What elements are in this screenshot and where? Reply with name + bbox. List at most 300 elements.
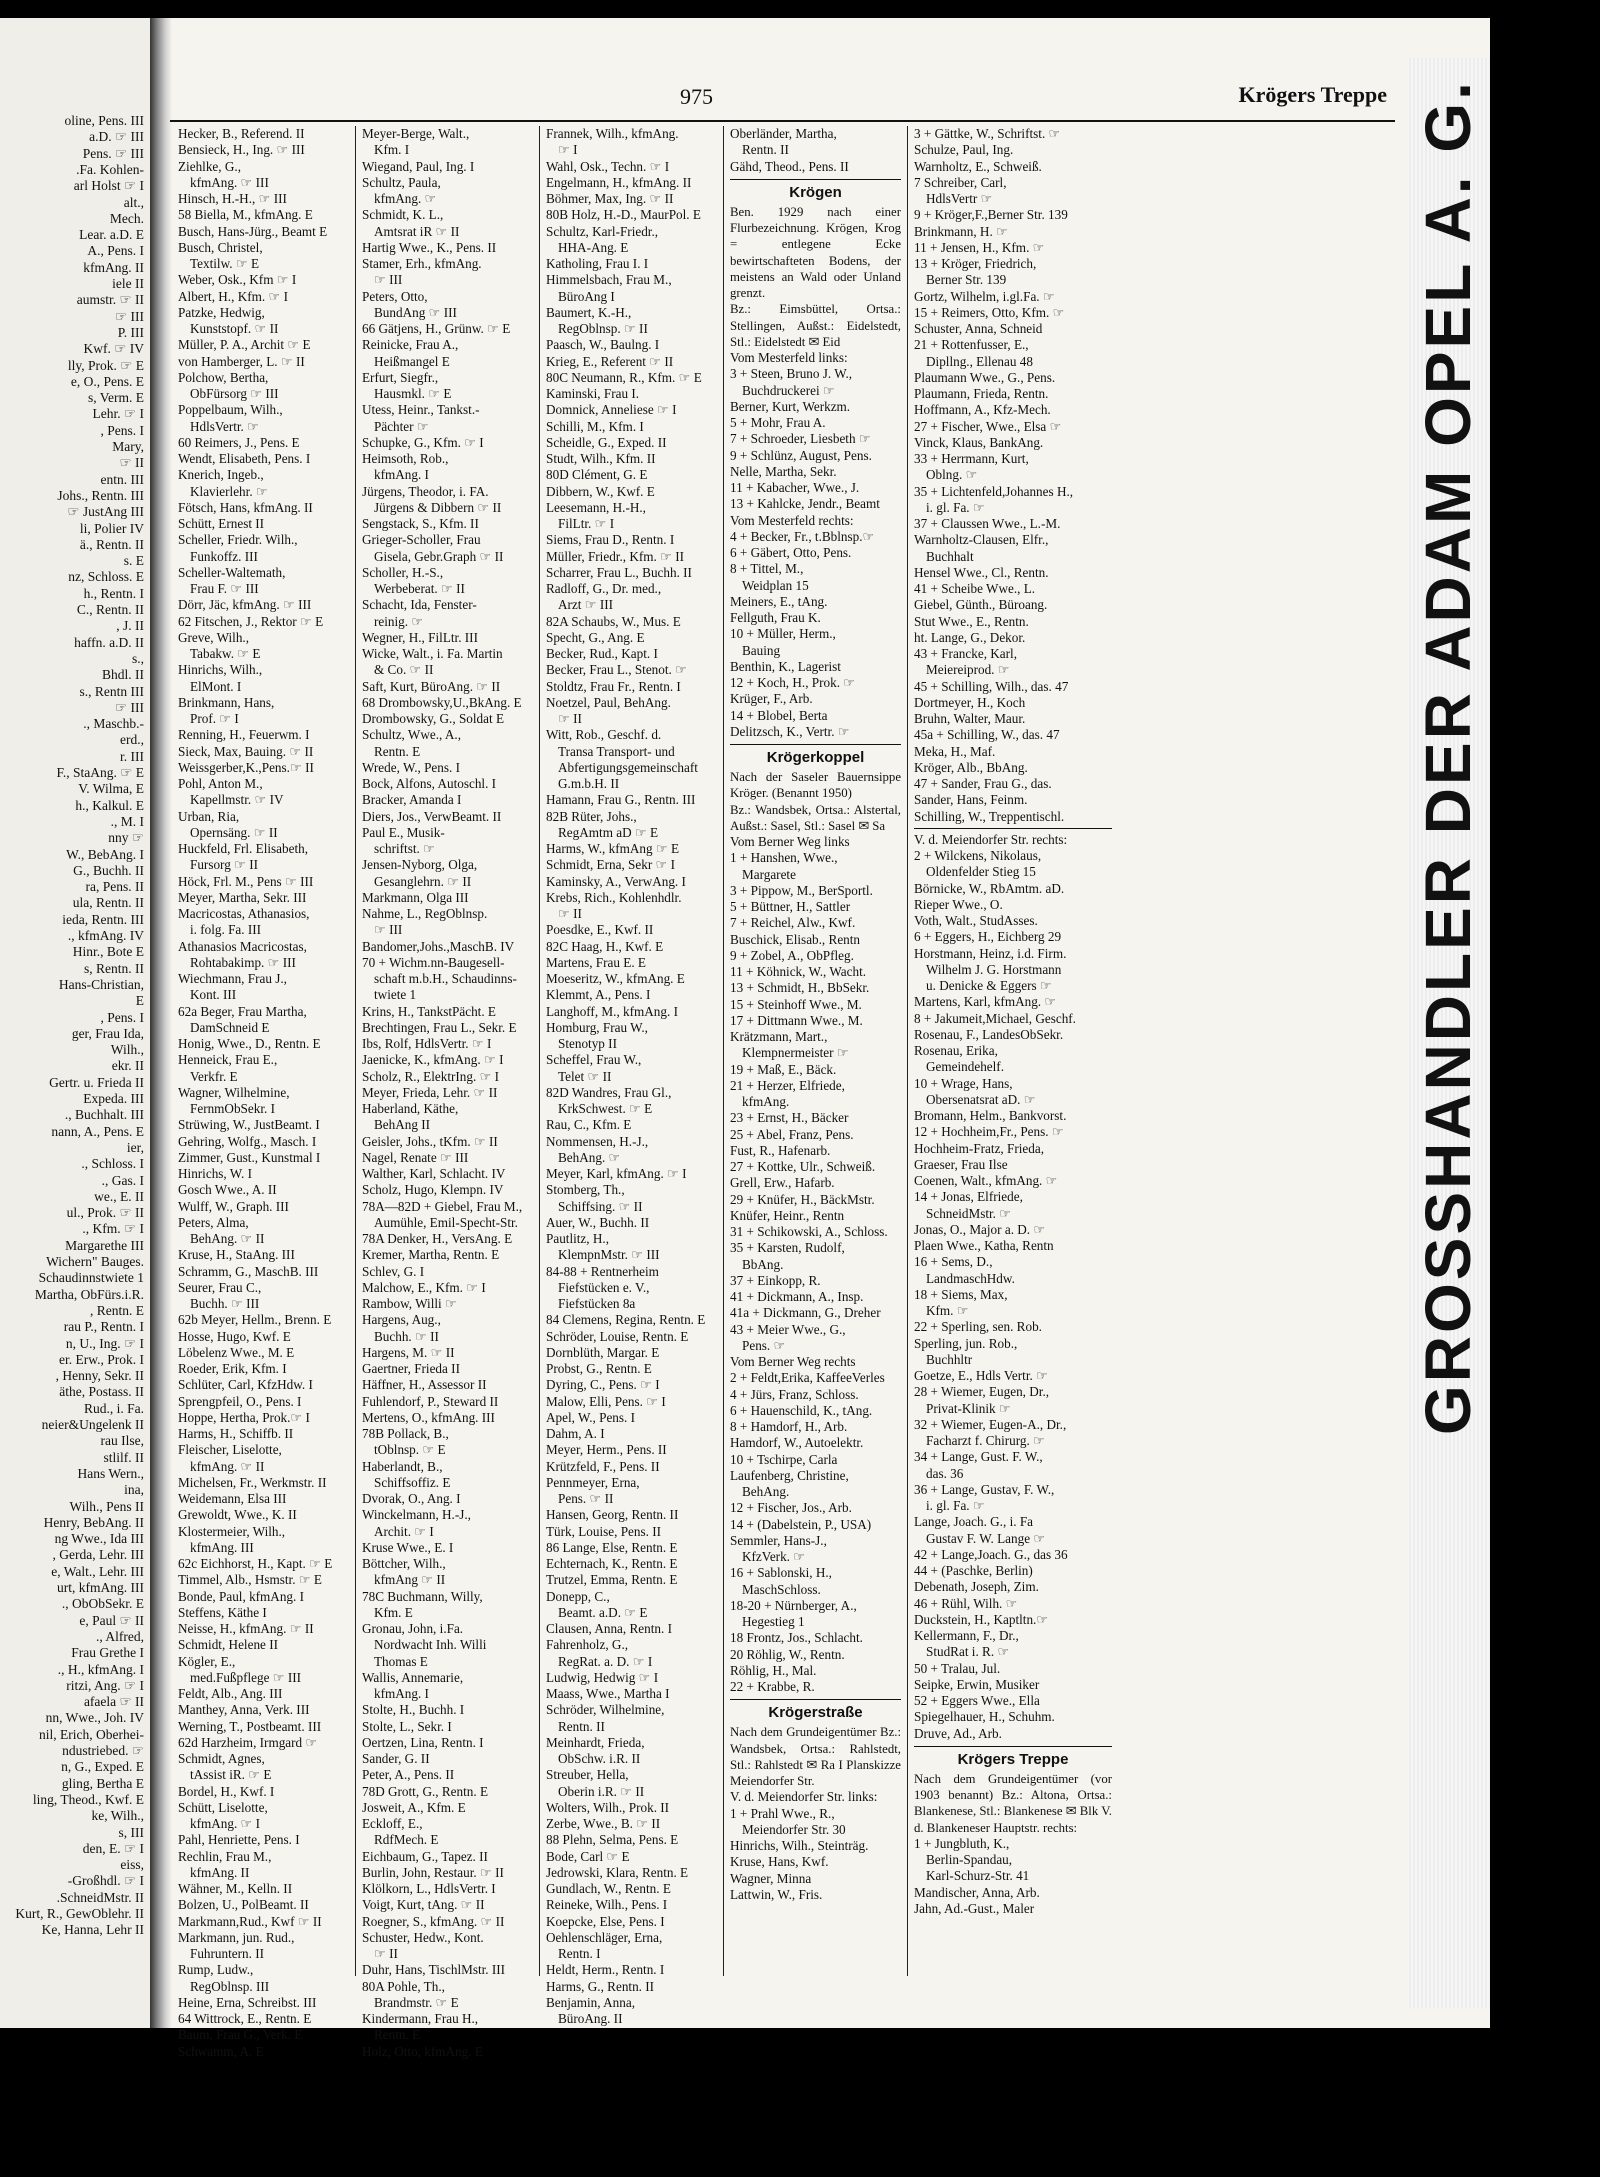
resident-entry: Duhr, Hans, TischlMstr. III [362,1962,506,1978]
facing-page-line: alt., [123,194,144,210]
resident-entry: Schmidt, Agnes, [178,1751,265,1766]
resident-entry: SchneidMstr. ☞ [926,1205,1012,1221]
facing-page-line: n, G., Exped. E [61,1759,144,1775]
resident-entry: Geisler, Johs., tKfm. ☞ II [362,1133,498,1149]
resident-entry: 11 + Jensen, H., Kfm. ☞ [914,239,1045,255]
resident-entry: Schilling, W., Treppentischl. [914,808,1065,824]
resident-entry: Vom Mesterfeld rechts: [730,512,854,528]
page-number: 975 [680,84,713,109]
resident-entry: 80B Holz, H.-D., MaurPol. E [546,207,701,223]
resident-entry: Rentn. E [374,2027,421,2043]
resident-entry: 13 + Kröger, Friedrich, [914,256,1037,271]
resident-entry: Nordwacht Inh. Willi [374,1637,487,1653]
resident-entry: Diers, Jos., VerwBeamt. II [362,808,502,824]
facing-page-line: ra, Pens. II [85,879,144,895]
facing-page-line: ling, Theod., Kwf. E [32,1791,144,1807]
facing-page-line: Kwf. ☞ IV [83,341,144,357]
resident-entry: Pens. ☞ II [558,1491,614,1506]
resident-entry: Stolte, L., Sekr. I [362,1718,452,1734]
resident-entry: 5 + Mohr, Frau A. [730,415,826,430]
resident-entry: Kruse, H., StaAng. III [178,1247,295,1263]
facing-page-line: rau Ilse, [100,1433,144,1449]
resident-entry: Börnicke, W., RbAmtm. aD. [914,880,1065,896]
resident-entry: Brandmstr. ☞ E [374,1994,459,2010]
resident-entry: 14 + Jonas, Elfriede, [914,1189,1023,1205]
resident-entry: BüroAng. II [558,2011,623,2026]
resident-entry: 82B Rüter, Johs., [546,808,637,824]
resident-entry: Vom Berner Weg links [730,834,850,849]
facing-page-line: G., Buchh. II [73,862,144,878]
resident-entry: Martens, Karl, kfmAng. ☞ [914,994,1057,1010]
resident-entry: Schröder, Louise, Rentn. E [546,1328,689,1344]
resident-entry: Ibs, Rolf, HdlsVertr. ☞ I [362,1036,492,1051]
resident-entry: HdlsVertr ☞ [926,191,993,206]
resident-entry: 19 + Maß, E., Bäck. [730,1061,837,1077]
facing-page-line: ger, Frau Ida, [71,1025,144,1041]
facing-page-line: Gertr. u. Frieda II [49,1074,144,1090]
resident-entry: Winckelmann, H.-J., [362,1507,471,1523]
resident-entry: Fellguth, Frau K. [730,610,821,625]
resident-entry: 88 Plehn, Selma, Pens. E [546,1832,679,1848]
resident-entry: Dibbern, W., Kwf. E [546,483,655,499]
street-description: Bz.: Eimsbüttel, Ortsa.: Stellingen, Außst.: Eidelstedt, Stl.: Eidelstedt ✉ Eid [730,302,901,349]
directory-column-5 [908,126,1118,1976]
resident-entry: BehAng. ☞ II [190,1231,265,1246]
resident-entry: Hamdorf, W., Autoelektr. [730,1435,864,1451]
facing-page-line: ., H., kfmAng. I [57,1661,144,1677]
resident-entry: Gortz, Wilhelm, i.gl.Fa. ☞ [914,288,1055,304]
resident-entry: kfmAng. ☞ [374,191,437,206]
resident-entry: 32 + Wiemer, Eugen-A., Dr., [914,1416,1067,1432]
resident-entry: Feldt, Alb., Ang. III [178,1686,283,1701]
resident-entry: i. folg. Fa. III [190,922,262,938]
resident-entry: Fuhlendorf, P., Steward II [362,1393,499,1409]
resident-entry: Kaminsky, A., VerwAng. I [546,873,686,889]
resident-entry: Schilli, M., Kfm. I [546,418,644,434]
resident-entry: Poesdke, E., Kwf. II [546,922,654,938]
resident-entry: Goetze, E., Hdls Vertr. ☞ [914,1368,1048,1383]
resident-entry: Gaertner, Frieda II [362,1361,460,1376]
resident-entry: Fust, R., Hafenarb. [730,1142,831,1158]
resident-entry: Benthin, K., Lagerist [730,658,841,674]
resident-entry: tOblnsp. ☞ E [374,1442,446,1458]
facing-page-line: s. E [123,553,144,569]
resident-entry: Honig, Wwe., D., Rentn. E [178,1036,321,1051]
resident-entry: Dipllng., Ellenau 48 [926,353,1033,369]
resident-entry: Sander, G. II [362,1751,430,1766]
resident-entry: Berner, Kurt, Werkzm. [730,398,851,414]
resident-entry: Nommensen, H.-J., [546,1133,649,1149]
resident-entry: Moeseritz, W., kfmAng. E [546,971,685,986]
resident-entry: schaft m.b.H., Schaudinns- [374,971,517,986]
resident-entry: Scheidle, G., Exped. II [546,434,667,450]
resident-entry: Jonas, O., Major a. D. ☞ [914,1221,1046,1237]
resident-entry: Bracker, Amanda I [362,792,462,808]
resident-entry: Plaumann, Frieda, Rentn. [914,386,1049,401]
facing-page-line: ä., Rentn. II [79,536,144,552]
resident-entry: 80D Clément, G. E [546,467,648,483]
facing-page-line: gling, Bertha E [61,1775,144,1791]
facing-page-line: .Fa. Kohlen- [76,161,144,177]
facing-page-line: Frau Grethe I [71,1645,144,1661]
resident-entry: 86 Lange, Else, Rentn. E [546,1539,678,1555]
resident-entry: RegOblnsp. ☞ II [558,321,648,336]
resident-entry: Böhmer, Max, Ing. ☞ II [546,191,674,206]
resident-entry: Ziehlke, G., [178,158,241,174]
resident-entry: 9 + Schlünz, August, Pens. [730,447,872,463]
resident-entry: Margarete [742,866,796,882]
resident-entry: 6 + Gäbert, Otto, Pens. [730,545,852,560]
facing-page-line: ☞ JustAng III [67,504,144,520]
resident-entry: Martens, Frau E. E [546,954,646,970]
resident-entry: 78A Denker, H., VersAng. E [362,1231,513,1246]
resident-entry: Markmann, jun. Rud., [178,1929,295,1945]
resident-entry: 7 + Reichel, Alw., Kwf. [730,915,856,931]
resident-entry: Wendt, Elisabeth, Pens. I [178,451,311,466]
facing-page-line: r. III [120,748,144,764]
resident-entry: Specht, G., Ang. E [546,629,645,645]
resident-entry: Oberin i.R. ☞ II [558,1783,645,1799]
resident-entry: LandmaschHdw. [926,1270,1015,1286]
facing-page-line: h., Kalkul. E [75,797,144,813]
resident-entry: 18 + Siems, Max, [914,1286,1008,1302]
resident-entry: 21 + Rottenfusser, E., [914,337,1029,353]
facing-page-line: er. Erw., Prok. I [59,1351,144,1367]
resident-entry: von Hamberger, L. ☞ II [178,353,305,369]
resident-entry: RdfMech. E [374,1832,439,1848]
street-heading: Krögers Treppe [914,1746,1112,1768]
resident-entry: schriftst. ☞ [374,841,435,856]
resident-entry: 6 + Hauenschild, K., tAng. [730,1402,873,1418]
facing-page-line: s, Rentn. II [84,960,144,976]
resident-entry: 41 + Dickmann, A., Insp. [730,1289,864,1304]
facing-page-line: ☞ III [115,308,144,324]
resident-entry: Thomas E [374,1653,428,1669]
resident-entry: Jaenicke, K., kfmAng. ☞ I [362,1052,504,1068]
resident-entry: Rambow, Willi ☞ [362,1296,457,1311]
facing-page-line: ., Maschb.- [83,716,144,732]
resident-entry: Pahl, Henriette, Pens. I [178,1832,300,1848]
resident-entry: Harms, W., kfmAng ☞ E [546,841,680,856]
resident-entry: 22 + Krabbe, R. [730,1679,815,1694]
resident-entry: Renning, H., Feuerwm. I [178,727,310,743]
resident-entry: 62d Harzheim, Irmgard ☞ [178,1734,318,1750]
resident-entry: Eckloff, E., [362,1816,423,1831]
resident-entry: Pautlitz, H., [546,1231,610,1246]
resident-entry: Hausmkl. ☞ E [374,386,452,401]
facing-page-line: ., kfmAng. IV [67,928,144,943]
resident-entry: Fuhruntern. II [190,1946,264,1961]
resident-entry: & Co. ☞ II [374,662,434,678]
resident-entry: 34 + Lange, Gust. F. W., [914,1449,1043,1465]
resident-entry: Rump, Ludw., [178,1962,254,1978]
resident-entry: Hecker, B., Referend. II [178,126,305,141]
facing-page-line: we., E. II [94,1188,144,1204]
resident-entry: Stut Wwe., E., Rentn. [914,613,1029,629]
resident-entry: 47 + Sander, Frau G., das. [914,776,1052,791]
resident-entry: Kunststopf. ☞ II [190,321,279,336]
facing-page-line: ke, Wilh., [91,1808,144,1824]
resident-entry: Heldt, Herm., Rentn. I [546,1962,665,1978]
resident-entry: Fursorg ☞ II [190,857,258,873]
facing-page-line: , Pens. I [100,1009,144,1025]
directory-page [0,18,1490,2059]
resident-entry: G.m.b.H. II [558,776,620,791]
facing-page-line: Pens. ☞ III [82,145,144,161]
resident-entry: 43 + Francke, Karl, [914,646,1018,661]
resident-entry: Hargens, Aug., [362,1312,441,1328]
resident-entry: Wulff, W., Graph. III [178,1198,289,1214]
facing-page-line: ☞ III [115,699,144,715]
resident-entry: Klempnermeister ☞ [742,1045,849,1061]
resident-entry: BehAng. [742,1484,790,1499]
resident-entry: Hosse, Hugo, Kwf. E [178,1328,291,1344]
resident-entry: Benjamin, Anna, [546,1994,636,2010]
resident-entry: Walther, Karl, Schlacht. IV [362,1166,506,1181]
resident-entry: Spiegelhauer, H., Schuhm. [914,1709,1055,1725]
resident-entry: Wahl, Osk., Techn. ☞ I [546,158,670,174]
resident-entry: Henneick, Frau E., [178,1052,278,1068]
resident-entry: Sperling, jun. Rob., [914,1335,1018,1351]
resident-entry: Lange, Joach. G., i. Fa [914,1514,1034,1530]
resident-entry: Giebel, Günth., Büroang. [914,597,1048,613]
resident-entry: Neisse, H., kfmAng. ☞ II [178,1621,314,1636]
resident-entry: Weidplan 15 [742,577,809,593]
resident-entry: Rosenau, Erika, [914,1043,998,1058]
resident-entry: Kindermann, Frau H., [362,2011,479,2026]
facing-page-line: nann, A., Pens. E [51,1123,144,1139]
book-gutter [150,18,172,2028]
facing-page-line: Henry, BebAng. II [43,1514,144,1530]
resident-entry: Gisela, Gebr.Graph ☞ II [374,548,504,564]
facing-page-line: ekr. II [111,1058,144,1074]
resident-entry: Sieck, Max, Bauing. ☞ II [178,743,314,759]
resident-entry: Holz, Otto, kfmAng. E [362,2043,483,2059]
facing-page-line: Mary, [112,439,144,454]
resident-entry: Schmidt, Erna, Sekr ☞ I [546,857,676,873]
resident-entry: Laufenberg, Christine, [730,1467,849,1483]
resident-entry: Maass, Wwe., Martha I [546,1686,670,1701]
facing-page-line: aumstr. ☞ II [76,292,144,308]
resident-entry: 78C Buchmann, Willy, [362,1588,483,1604]
facing-page-line: s, III [118,1824,144,1840]
resident-entry: MaschSchloss. [742,1581,821,1597]
facing-page-line: Margarethe III [65,1237,144,1253]
resident-entry: 70 + Wichm.nn-Baugesell- [362,954,505,970]
resident-entry: kfmAng. I [374,467,429,483]
resident-entry: Lattwin, W., Fris. [730,1886,823,1902]
resident-entry: Meiendorfer Str. 30 [742,1821,846,1837]
resident-entry: 37 + Claussen Wwe., L.-M. [914,516,1061,531]
resident-entry: Zerbe, Wwe., B. ☞ II [546,1816,661,1831]
resident-entry: 4 + Jürs, Franz, Schloss. [730,1386,859,1402]
edge-advertisement-text: GROSSHANDLER DER ADAM OPEL A. G. [1412,79,1484,1435]
resident-entry: kfmAng. [742,1094,790,1109]
facing-page-line: W., BebAng. I [66,846,144,862]
facing-page-line: P. III [117,324,144,340]
resident-entry: Donepp, C., [546,1588,610,1604]
resident-entry: RegAmtm aD ☞ E [558,824,659,840]
resident-entry: Voth, Walt., StudAsses. [914,913,1038,928]
resident-entry: Fiefstücken e. V., [558,1279,650,1295]
facing-page-line: s, Verm. E [88,390,144,406]
resident-entry: Schulze, Paul, Ing. [914,142,1014,158]
resident-entry: Böttcher, Wilh., [362,1556,446,1571]
resident-entry: Pächter ☞ [374,418,429,434]
resident-entry: Arzt ☞ III [558,597,614,613]
resident-entry: Gehring, Wolfg., Masch. I [178,1133,317,1149]
resident-entry: 1 + Hanshen, Wwe., [730,850,838,866]
resident-entry: Gosch Wwe., A. II [178,1182,277,1198]
facing-page-line: ritzi, Ang. ☞ I [66,1677,144,1693]
facing-page-line: Hinr., Bote E [72,944,144,960]
resident-entry: Meka, H., Maf. [914,743,996,759]
resident-entry: 78A—82D + Giebel, Frau M., [362,1198,523,1214]
resident-entry: kfmAng. I [374,1686,429,1701]
resident-entry: Häffner, H., Assessor II [362,1377,487,1393]
resident-entry: Wallis, Annemarie, [362,1669,464,1685]
resident-entry: Nelle, Martha, Sekr. [730,463,837,479]
resident-entry: 45 + Schilling, Wilh., das. 47 [914,678,1069,694]
resident-entry: 14 + Blobel, Berta [730,707,828,723]
resident-entry: Studt, Wilh., Kfm. II [546,451,656,466]
resident-entry: StudRat i. R. ☞ [926,1644,1010,1660]
resident-entry: Meyer, Frieda, Lehr. ☞ II [362,1084,498,1100]
resident-entry: Kellermann, F., Dr., [914,1628,1019,1643]
resident-entry: Dörr, Jäc, kfmAng. ☞ III [178,597,312,613]
resident-entry: 82D Wandres, Frau Gl., [546,1084,672,1100]
resident-entry: Paul E., Musik- [362,824,445,840]
facing-page-line: ☞ II [119,455,144,471]
resident-entry: Krins, H., TankstPächt. E [362,1003,496,1019]
resident-entry: 82C Haag, H., Kwf. E [546,938,664,954]
resident-entry: Textilw. ☞ E [190,256,260,271]
resident-entry: kfmAng. ☞ I [190,1816,261,1831]
resident-entry: Kfm. E [374,1604,413,1620]
resident-entry: 13 + Schmidt, H., BbSekr. [730,980,870,996]
resident-entry: 27 + Kottke, Ulr., Schweiß. [730,1159,876,1174]
resident-entry: 15 + Steinhoff Wwe., M. [730,996,862,1012]
resident-entry: Sander, Hans, Feinm. [914,792,1028,808]
resident-entry: Wegner, H., FilLtr. III [362,629,478,645]
resident-entry: Steffens, Käthe I [178,1604,267,1620]
resident-entry: Peters, Alma, [178,1214,249,1230]
resident-entry: Josweit, A., Kfm. E [362,1799,466,1815]
page-edge-advertisement [1408,58,1490,2008]
resident-entry: Krieg, E., Referent ☞ II [546,353,674,369]
facing-page-line: eiss, [120,1857,144,1873]
resident-entry: 64 Wittrock, E., Rentn. E [178,2011,312,2026]
resident-entry: Siems, Frau D., Rentn. I [546,532,675,548]
resident-entry: Klostermeier, Wilh., [178,1523,286,1539]
resident-entry: Bock, Alfons, Autoschl. I [362,776,497,791]
facing-page-line: nz, Schloss. E [68,569,144,585]
resident-entry: Fötsch, Hans, kfmAng. II [178,499,313,515]
resident-entry: Kröger, Alb., BbAng. [914,759,1028,775]
resident-entry: Buchh. ☞ III [190,1296,260,1311]
resident-entry: Frau F. ☞ III [190,581,259,596]
resident-entry: Scharrer, Frau L., Buchh. II [546,564,692,580]
resident-entry: med.Fußpflege ☞ III [190,1669,302,1685]
resident-entry: kfmAng. ☞ II [190,1458,265,1474]
resident-entry: Schlev, G. I [362,1263,425,1279]
resident-entry: 35 + Karsten, Rudolf, [730,1240,845,1256]
resident-entry: Meinhardt, Frieda, [546,1734,645,1750]
resident-entry: Hoppe, Hertha, Prok.☞ I [178,1409,310,1425]
resident-entry: Rieper Wwe., O. [914,896,1003,912]
resident-entry: Brinkmann, Hans, [178,694,275,710]
resident-entry: Müller, Friedr., Kfm. ☞ II [546,548,685,564]
facing-page-line: , Henny, Sekr. II [55,1368,144,1384]
facing-page-line: Johs., Rentn. III [57,487,144,503]
resident-entry: Grewoldt, Wwe., K. II [178,1507,297,1523]
resident-entry: Roeder, Erik, Kfm. I [178,1361,287,1376]
resident-entry: 16 + Sablonski, H., [730,1565,832,1581]
resident-entry: Jahn, Ad.-Gust., Maler [914,1900,1035,1916]
resident-entry: Warnholtz, E., Schweiß. [914,158,1042,174]
street-heading: Krögerkoppel [730,744,901,766]
resident-entry: 62a Beger, Frau Martha, [178,1003,307,1019]
resident-entry: 41a + Dickmann, G., Dreher [730,1305,881,1321]
resident-entry: Pohl, Anton M., [178,776,263,791]
resident-entry: i. gl. Fa. ☞ [926,1498,985,1513]
resident-entry: Kruse, Hans, Kwf. [730,1854,829,1870]
resident-entry: Probst, G., Rentn. E [546,1361,652,1376]
resident-entry: Stoldtz, Frau Fr., Rentn. I [546,678,681,694]
resident-entry: Oehlenschläger, Erna, [546,1929,663,1945]
resident-entry: 3 + Steen, Bruno J. W., [730,366,853,382]
resident-entry: 36 + Lange, Gustav, F. W., [914,1481,1055,1497]
facing-page-line: li, Polier IV [79,520,144,536]
resident-entry: Oberländer, Martha, [730,126,837,141]
resident-entry: Coenen, Walt., kfmAng. ☞ [914,1173,1058,1188]
resident-entry: 28 + Wiemer, Eugen, Dr., [914,1384,1050,1400]
directory-columns [172,126,1402,2059]
resident-entry: Gundlach, W., Rentn. E [546,1881,671,1896]
facing-page-line: , Gerda, Lehr. III [52,1547,144,1563]
facing-page-line: Kurt, R., GewOblehr. II [15,1906,144,1921]
resident-entry: KlempnMstr. ☞ III [558,1247,660,1263]
resident-entry: Rau, C., Kfm. E [546,1117,632,1133]
resident-entry: BehAng II [374,1117,431,1133]
running-head: Krögers Treppe [1238,82,1387,107]
resident-entry: 8 + Hamdorf, H., Arb. [730,1419,848,1434]
resident-entry: Buchh. ☞ II [374,1328,439,1344]
resident-entry: Rosenau, F., LandesObSekr. [914,1026,1064,1042]
resident-entry: Krützfeld, F., Pens. II [546,1458,660,1474]
resident-entry: Wrede, W., Pens. I [362,759,460,775]
resident-entry: Schmidt, Helene II [178,1637,278,1653]
resident-entry: Debenath, Joseph, Zim. [914,1579,1039,1595]
resident-entry: Tabakw. ☞ E [190,646,261,661]
facing-page-line: ., Kfm. ☞ I [82,1221,144,1237]
resident-entry: ☞ II [374,1946,398,1961]
resident-entry: Hansen, Georg, Rentn. II [546,1507,679,1523]
resident-entry: Brechtingen, Frau L., Sekr. E [362,1019,517,1035]
resident-entry: 78B Pollack, B., [362,1426,449,1441]
facing-page-line: ., Gas. I [101,1172,144,1188]
resident-entry: Kapellmstr. ☞ IV [190,792,284,808]
resident-entry: Greve, Wilh., [178,629,250,645]
resident-entry: Rohtabakimp. ☞ III [190,954,296,970]
resident-entry: Haberlandt, B., [362,1458,443,1474]
resident-entry: Rentn. II [742,142,789,158]
resident-entry: Krebs, Rich., Kohlenhdlr. [546,889,682,905]
resident-entry: Semmler, Hans-J., [730,1532,827,1548]
street-description: Nach der Saseler Bauernsippe Kröger. (Benannt 1950) [730,770,901,801]
resident-entry: 23 + Ernst, H., Bäcker [730,1110,849,1126]
resident-entry: Echternach, K., Rentn. E [546,1556,678,1571]
